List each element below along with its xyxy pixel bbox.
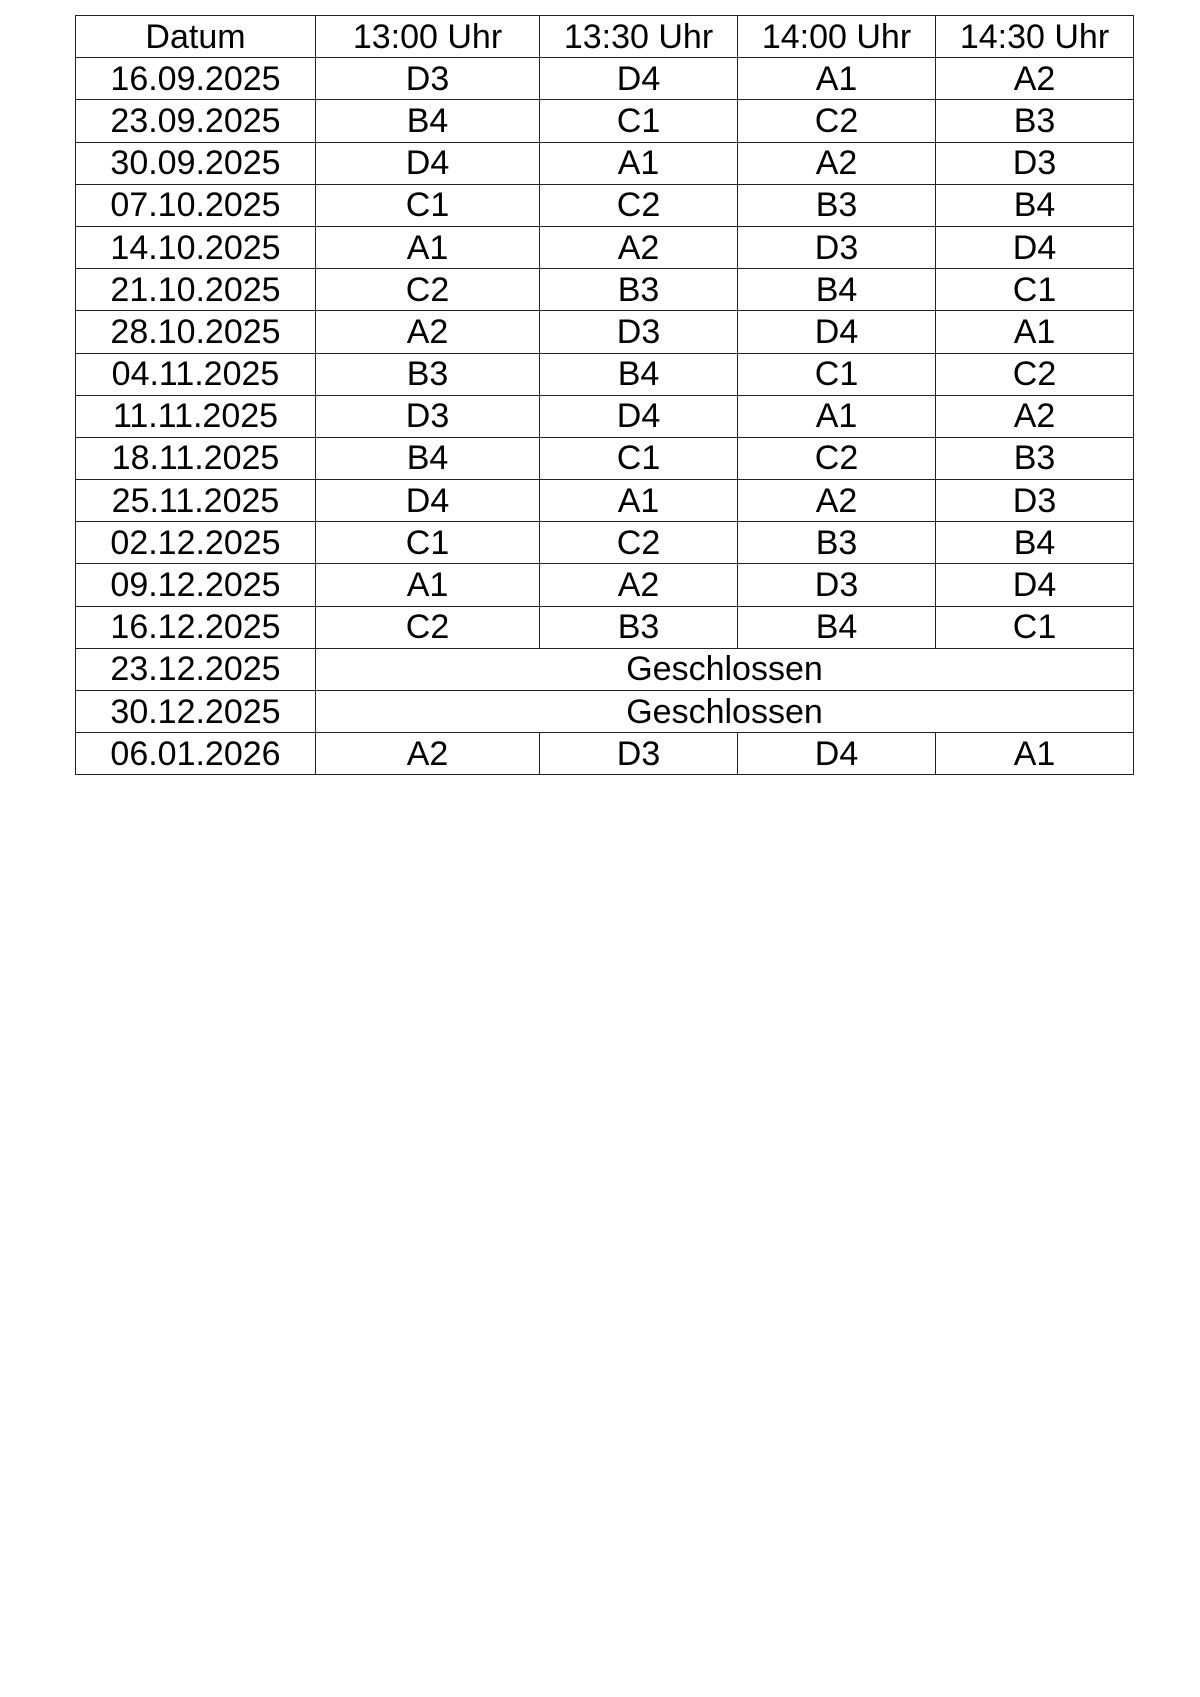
slot-cell: C2 — [316, 269, 540, 311]
slot-cell: A2 — [316, 733, 540, 775]
table-row — [76, 395, 1134, 437]
date-cell: 16.09.2025 — [76, 58, 316, 100]
slot-cell: D4 — [316, 142, 540, 184]
slot-cell: B4 — [738, 606, 936, 648]
slot-cell: B3 — [936, 437, 1134, 479]
date-cell: 06.01.2026 — [76, 733, 316, 775]
date-cell: 25.11.2025 — [76, 480, 316, 522]
slot-cell: A2 — [936, 395, 1134, 437]
slot-cell: A2 — [540, 226, 738, 268]
slot-cell: D4 — [738, 733, 936, 775]
date-cell: 16.12.2025 — [76, 606, 316, 648]
header-date: Datum — [76, 16, 316, 58]
slot-cell: C1 — [316, 522, 540, 564]
date-cell: 02.12.2025 — [76, 522, 316, 564]
date-cell: 30.12.2025 — [76, 691, 316, 733]
date-cell: 30.09.2025 — [76, 142, 316, 184]
slot-cell: A1 — [936, 311, 1134, 353]
slot-cell: D4 — [540, 58, 738, 100]
slot-cell: A2 — [316, 311, 540, 353]
slot-cell: A2 — [936, 58, 1134, 100]
table-row — [76, 437, 1134, 479]
table-row — [76, 184, 1134, 226]
slot-cell: B4 — [936, 184, 1134, 226]
slot-cell: B4 — [540, 353, 738, 395]
slot-cell: A1 — [540, 480, 738, 522]
slot-cell: A1 — [316, 564, 540, 606]
slot-cell: C2 — [738, 100, 936, 142]
slot-cell: A1 — [738, 58, 936, 100]
slot-cell: D3 — [316, 58, 540, 100]
slot-cell: A1 — [936, 733, 1134, 775]
slot-cell: D3 — [316, 395, 540, 437]
header-1300: 13:00 Uhr — [316, 16, 540, 58]
slot-cell: B3 — [936, 100, 1134, 142]
schedule-table — [75, 15, 1134, 775]
table-row — [76, 226, 1134, 268]
date-cell: 23.12.2025 — [76, 648, 316, 690]
header-1330: 13:30 Uhr — [540, 16, 738, 58]
slot-cell: B4 — [936, 522, 1134, 564]
slot-cell: D3 — [540, 733, 738, 775]
slot-cell: D4 — [936, 564, 1134, 606]
slot-cell: B3 — [540, 269, 738, 311]
date-cell: 07.10.2025 — [76, 184, 316, 226]
table-row — [76, 100, 1134, 142]
date-cell: 23.09.2025 — [76, 100, 316, 142]
table-row — [76, 480, 1134, 522]
table-row — [76, 522, 1134, 564]
table-row — [76, 564, 1134, 606]
slot-cell: D3 — [738, 226, 936, 268]
slot-cell: D3 — [540, 311, 738, 353]
slot-cell: B3 — [540, 606, 738, 648]
table-row-closed — [76, 691, 1134, 733]
table-row — [76, 142, 1134, 184]
slot-cell: C1 — [936, 269, 1134, 311]
slot-cell: A1 — [738, 395, 936, 437]
slot-cell: A2 — [738, 480, 936, 522]
slot-cell: A2 — [540, 564, 738, 606]
date-cell: 09.12.2025 — [76, 564, 316, 606]
slot-cell: B3 — [316, 353, 540, 395]
slot-cell: C1 — [540, 100, 738, 142]
slot-cell: C1 — [738, 353, 936, 395]
slot-cell: A1 — [540, 142, 738, 184]
slot-cell: B4 — [316, 100, 540, 142]
date-cell: 28.10.2025 — [76, 311, 316, 353]
closed-cell: Geschlossen — [316, 648, 1134, 690]
table-row — [76, 733, 1134, 775]
date-cell: 14.10.2025 — [76, 226, 316, 268]
slot-cell: C1 — [936, 606, 1134, 648]
slot-cell: C1 — [316, 184, 540, 226]
date-cell: 21.10.2025 — [76, 269, 316, 311]
header-row — [76, 16, 1134, 58]
slot-cell: D3 — [738, 564, 936, 606]
slot-cell: C2 — [316, 606, 540, 648]
slot-cell: D4 — [540, 395, 738, 437]
slot-cell: D3 — [936, 142, 1134, 184]
header-1400: 14:00 Uhr — [738, 16, 936, 58]
slot-cell: C2 — [540, 522, 738, 564]
slot-cell: D4 — [316, 480, 540, 522]
slot-cell: B3 — [738, 184, 936, 226]
closed-cell: Geschlossen — [316, 691, 1134, 733]
slot-cell: D4 — [936, 226, 1134, 268]
table-row — [76, 58, 1134, 100]
slot-cell: D4 — [738, 311, 936, 353]
slot-cell: A2 — [738, 142, 936, 184]
table-row — [76, 311, 1134, 353]
date-cell: 04.11.2025 — [76, 353, 316, 395]
slot-cell: C2 — [936, 353, 1134, 395]
slot-cell: B4 — [316, 437, 540, 479]
slot-cell: B4 — [738, 269, 936, 311]
table-row-closed — [76, 648, 1134, 690]
slot-cell: C2 — [738, 437, 936, 479]
table-row — [76, 269, 1134, 311]
header-1430: 14:30 Uhr — [936, 16, 1134, 58]
slot-cell: C1 — [540, 437, 738, 479]
date-cell: 18.11.2025 — [76, 437, 316, 479]
slot-cell: A1 — [316, 226, 540, 268]
date-cell: 11.11.2025 — [76, 395, 316, 437]
slot-cell: C2 — [540, 184, 738, 226]
table-row — [76, 353, 1134, 395]
table-row — [76, 606, 1134, 648]
slot-cell: D3 — [936, 480, 1134, 522]
slot-cell: B3 — [738, 522, 936, 564]
